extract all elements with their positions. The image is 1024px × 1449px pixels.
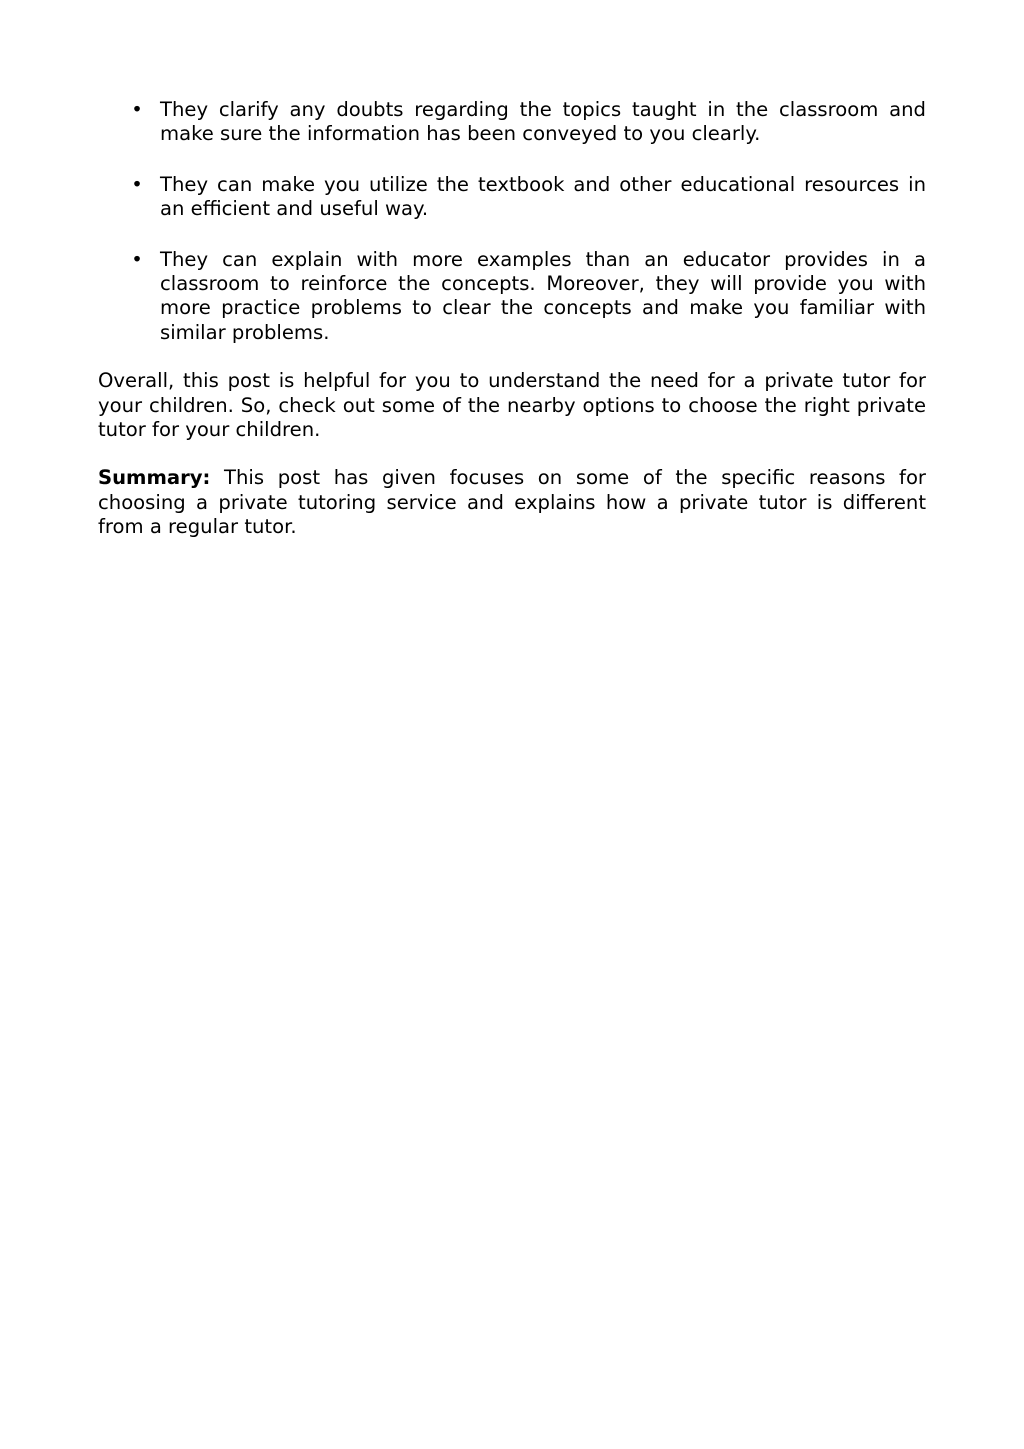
bullet-text: They clarify any doubts regarding the topics taught in the classroom and make sure the information has been conveyed to you clearly. (160, 98, 926, 146)
bullet-list (98, 98, 926, 345)
bullet-icon: • (131, 98, 143, 121)
summary-label: Summary: (98, 466, 211, 490)
summary-text: This post has given focuses on some of the specific reasons for choosing a private tutoring service and explains how a private tutor is different from a regular tutor. (98, 466, 926, 539)
document-body (98, 98, 926, 564)
bullet-icon: • (131, 172, 143, 196)
summary-paragraph (98, 466, 926, 539)
overall-paragraph: Overall, this post is helpful for you to understand the need for a private tutor for your children. So, check out some of the nearby options to choose the right private tutor for your children. (98, 369, 926, 442)
bullet-text: They can explain with more examples than an educator provides in a classroom to reinforce the concepts. Moreover, they will provide you with more practice problems to clear the concepts and make you familiar with similar problems. (160, 247, 926, 344)
list-item (98, 98, 926, 147)
list-item (98, 173, 926, 222)
bullet-text: They can make you utilize the textbook and other educational resources in an efficient and useful way. (160, 172, 926, 221)
bullet-icon: • (131, 247, 143, 271)
list-item (98, 248, 926, 346)
